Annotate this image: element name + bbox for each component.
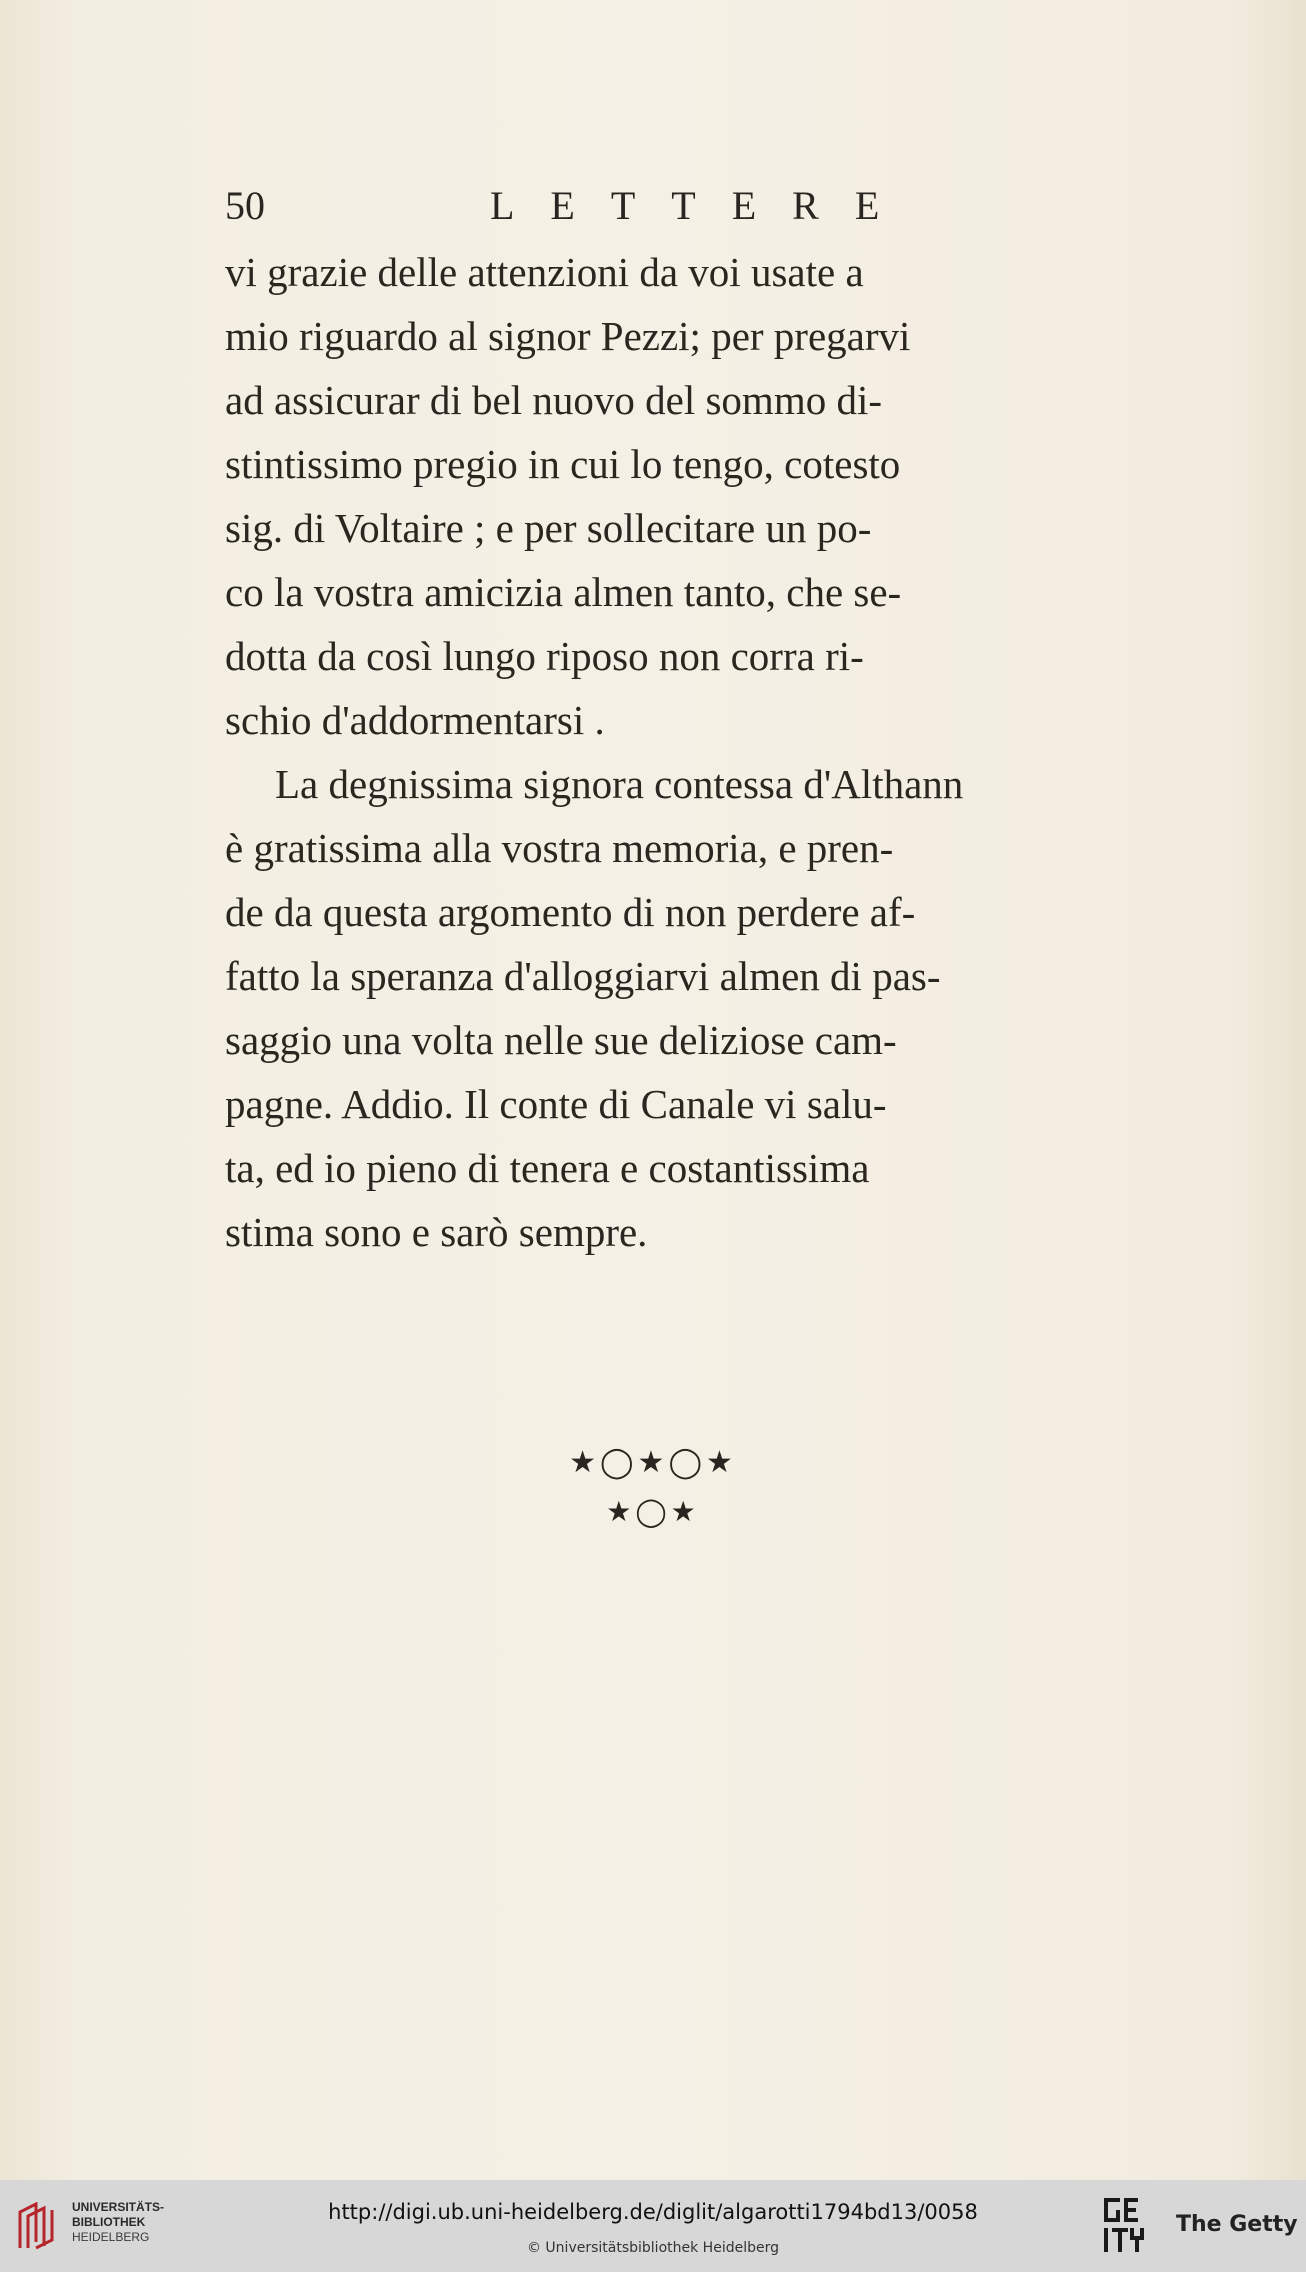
text-line: vi grazie delle attenzioni da voi usate a	[225, 249, 864, 295]
permalink-url[interactable]: http://digi.ub.uni-heidelberg.de/diglit/algarotti1794bd13/0058	[328, 2200, 978, 2224]
text-line: mio riguardo al signor Pezzi; per pregarvi	[225, 313, 911, 359]
getty-logo-icon[interactable]	[1100, 2196, 1148, 2256]
getty-name: The Getty	[1176, 2212, 1298, 2237]
text-line: stintissimo pregio in cui lo tengo, cotesto	[225, 441, 901, 487]
library-name-line-1: UNIVERSITÄTS-	[72, 2200, 165, 2214]
text-line: co la vostra amicizia almen tanto, che se-	[225, 569, 902, 615]
running-title: LETTERE	[490, 183, 916, 228]
text-line: pagne. Addio. Il conte di Canale vi salu-	[225, 1081, 887, 1127]
text-line: è gratissima alla vostra memoria, e pren-	[225, 825, 894, 871]
viewer-footer	[0, 2180, 1306, 2272]
library-name-line-2: BIBLIOTHEK	[72, 2215, 146, 2229]
page-header	[225, 182, 985, 242]
ornament-line-2: ★◯★	[606, 1495, 700, 1528]
copyright-notice: © Universitätsbibliothek Heidelberg	[526, 2240, 779, 2256]
text-line: saggio una volta nelle sue deliziose cam-	[225, 1017, 897, 1063]
text-line: schio d'addormentarsi .	[225, 697, 605, 743]
text-line: ta, ed io pieno di tenera e costantissima	[225, 1145, 870, 1191]
text-line: La degnissima signora contessa d'Althann	[275, 761, 964, 807]
page-number: 50	[225, 183, 265, 228]
text-line: dotta da così lungo riposo non corra ri-	[225, 633, 864, 679]
text-line: fatto la speranza d'alloggiarvi almen di pas-	[225, 953, 941, 999]
ornament-line-1: ★◯★◯★	[569, 1445, 737, 1480]
text-line: de da questa argomento di non perdere af-	[225, 889, 916, 935]
paragraph-1	[225, 240, 910, 752]
text-line: sig. di Voltaire ; e per sollecitare un po-	[225, 505, 872, 551]
text-line: stima sono e sarò sempre.	[225, 1209, 648, 1255]
library-name-line-3: HEIDELBERG	[72, 2230, 150, 2244]
paragraph-2	[225, 752, 963, 1264]
text-line: ad assicurar di bel nuovo del sommo di-	[225, 377, 883, 423]
